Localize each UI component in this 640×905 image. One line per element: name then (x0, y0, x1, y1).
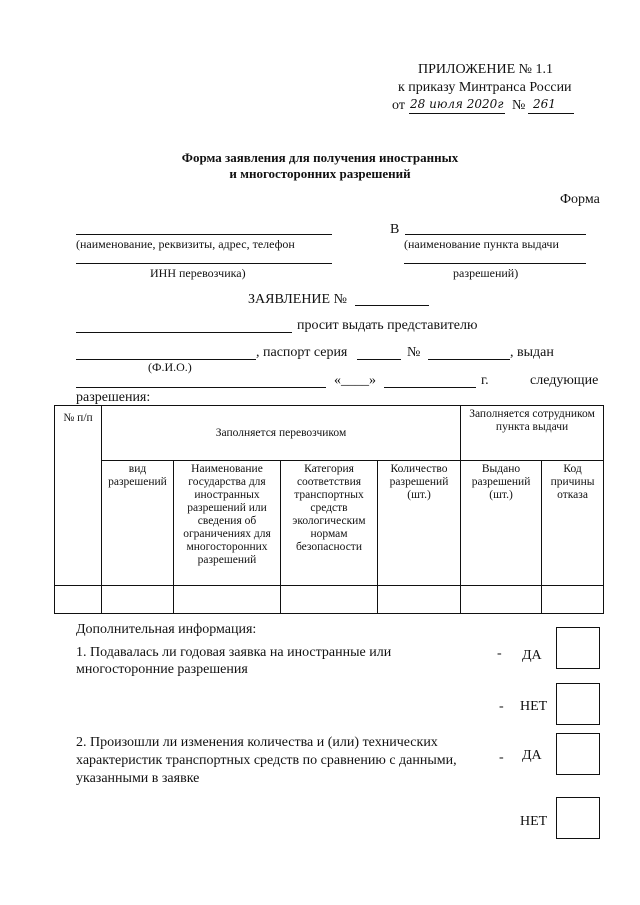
table-cell[interactable] (174, 586, 281, 614)
handwritten-number: 261 (533, 97, 556, 111)
passport-number-field[interactable] (428, 359, 510, 360)
dash: - (497, 646, 502, 661)
carrier-caption-2: ИНН перевозчика) (150, 266, 246, 280)
question-2-line3: указанными в заявке (76, 771, 200, 786)
table-cell[interactable] (461, 586, 542, 614)
issuer-caption-1: (наименование пункта выдачи (404, 237, 559, 251)
form-title-line1: Форма заявления для получения иностранных (181, 150, 459, 165)
col-refusal-code: Код причины отказа (542, 461, 604, 586)
date-prefix: от (392, 98, 405, 113)
form-label: Форма (560, 192, 600, 207)
year-suffix: г. (481, 373, 489, 388)
handwritten-date: 28 июля 2020г (410, 97, 504, 111)
additional-heading: Дополнительная информация: (76, 622, 257, 637)
order-reference: к приказу Минтранса России (398, 80, 572, 95)
carrier-field[interactable] (76, 332, 292, 333)
q1-yes-checkbox[interactable] (556, 627, 600, 669)
table-cell[interactable] (542, 586, 604, 614)
issuing-point-field-2[interactable] (404, 263, 586, 264)
issued-label: , выдан (510, 345, 554, 360)
q2-no-checkbox[interactable] (556, 797, 600, 839)
table-cell[interactable] (55, 586, 102, 614)
permits-word: разрешения: (76, 390, 151, 405)
table-cell[interactable] (281, 586, 378, 614)
permits-table (54, 405, 604, 614)
date-underline (409, 113, 505, 114)
issuer-caption-2: разрешений) (453, 266, 519, 280)
col-number-header: № п/п (55, 406, 102, 586)
q1-no-label: НЕТ (520, 699, 548, 714)
carrier-header: Заполняется перевозчиком (102, 406, 461, 461)
issue-month-field[interactable] (384, 387, 476, 388)
question-2-line1: 2. Произошли ли изменения количества и (или) технических (76, 735, 438, 750)
carrier-caption-1: (наименование, реквизиты, адрес, телефон (76, 237, 295, 251)
carrier-name-field[interactable] (76, 234, 332, 235)
carrier-name-field-2[interactable] (76, 263, 332, 264)
table-cell[interactable] (102, 586, 174, 614)
dash: - (499, 699, 504, 714)
question-1-line1: 1. Подавалась ли годовая заявка на иностранные или (76, 645, 392, 660)
number-prefix: № (512, 98, 526, 113)
col-issued: Выдано разрешений (шт.) (461, 461, 542, 586)
appendix-title: ПРИЛОЖЕНИЕ № 1.1 (418, 62, 553, 77)
col-permit-type: вид разрешений (102, 461, 174, 586)
q2-yes-label: ДА (522, 748, 542, 763)
to-prefix: В (390, 222, 400, 237)
quote-day: «____» (334, 373, 376, 388)
form-title-line2: и многосторонних разрешений (229, 166, 411, 181)
statement-number-field[interactable] (355, 305, 429, 306)
statement-heading: ЗАЯВЛЕНИЕ № (248, 292, 347, 307)
col-eco-category: Категория соответствия транспортных средств экологическим нормам безопасности (281, 461, 378, 586)
col-quantity: Количество разрешений (шт.) (378, 461, 461, 586)
request-text: просит выдать представителю (297, 318, 478, 333)
passport-series-field[interactable] (357, 359, 401, 360)
q2-no-label: НЕТ (520, 814, 548, 829)
following-word: следующие (530, 373, 599, 388)
col-state-name: Наименование государства для иностранных разрешений или сведения об ограничениях для многосторонних разрешений (174, 461, 281, 586)
number-underline (528, 113, 574, 114)
issuing-point-field[interactable] (405, 234, 586, 235)
issuer-header: Заполняется сотрудником пункта выдачи (461, 406, 604, 461)
issued-by-field[interactable] (76, 387, 326, 388)
passport-number-sign: № (407, 345, 421, 360)
dash: - (499, 750, 504, 765)
q1-yes-label: ДА (522, 648, 542, 663)
passport-label: , паспорт серия (256, 345, 348, 360)
fio-caption: (Ф.И.О.) (148, 360, 192, 374)
question-1-line2: многосторонние разрешения (76, 662, 248, 677)
table-cell[interactable] (378, 586, 461, 614)
q2-yes-checkbox[interactable] (556, 733, 600, 775)
question-2-line2: характеристик транспортных средств по сравнению с данными, (76, 753, 457, 768)
q1-no-checkbox[interactable] (556, 683, 600, 725)
